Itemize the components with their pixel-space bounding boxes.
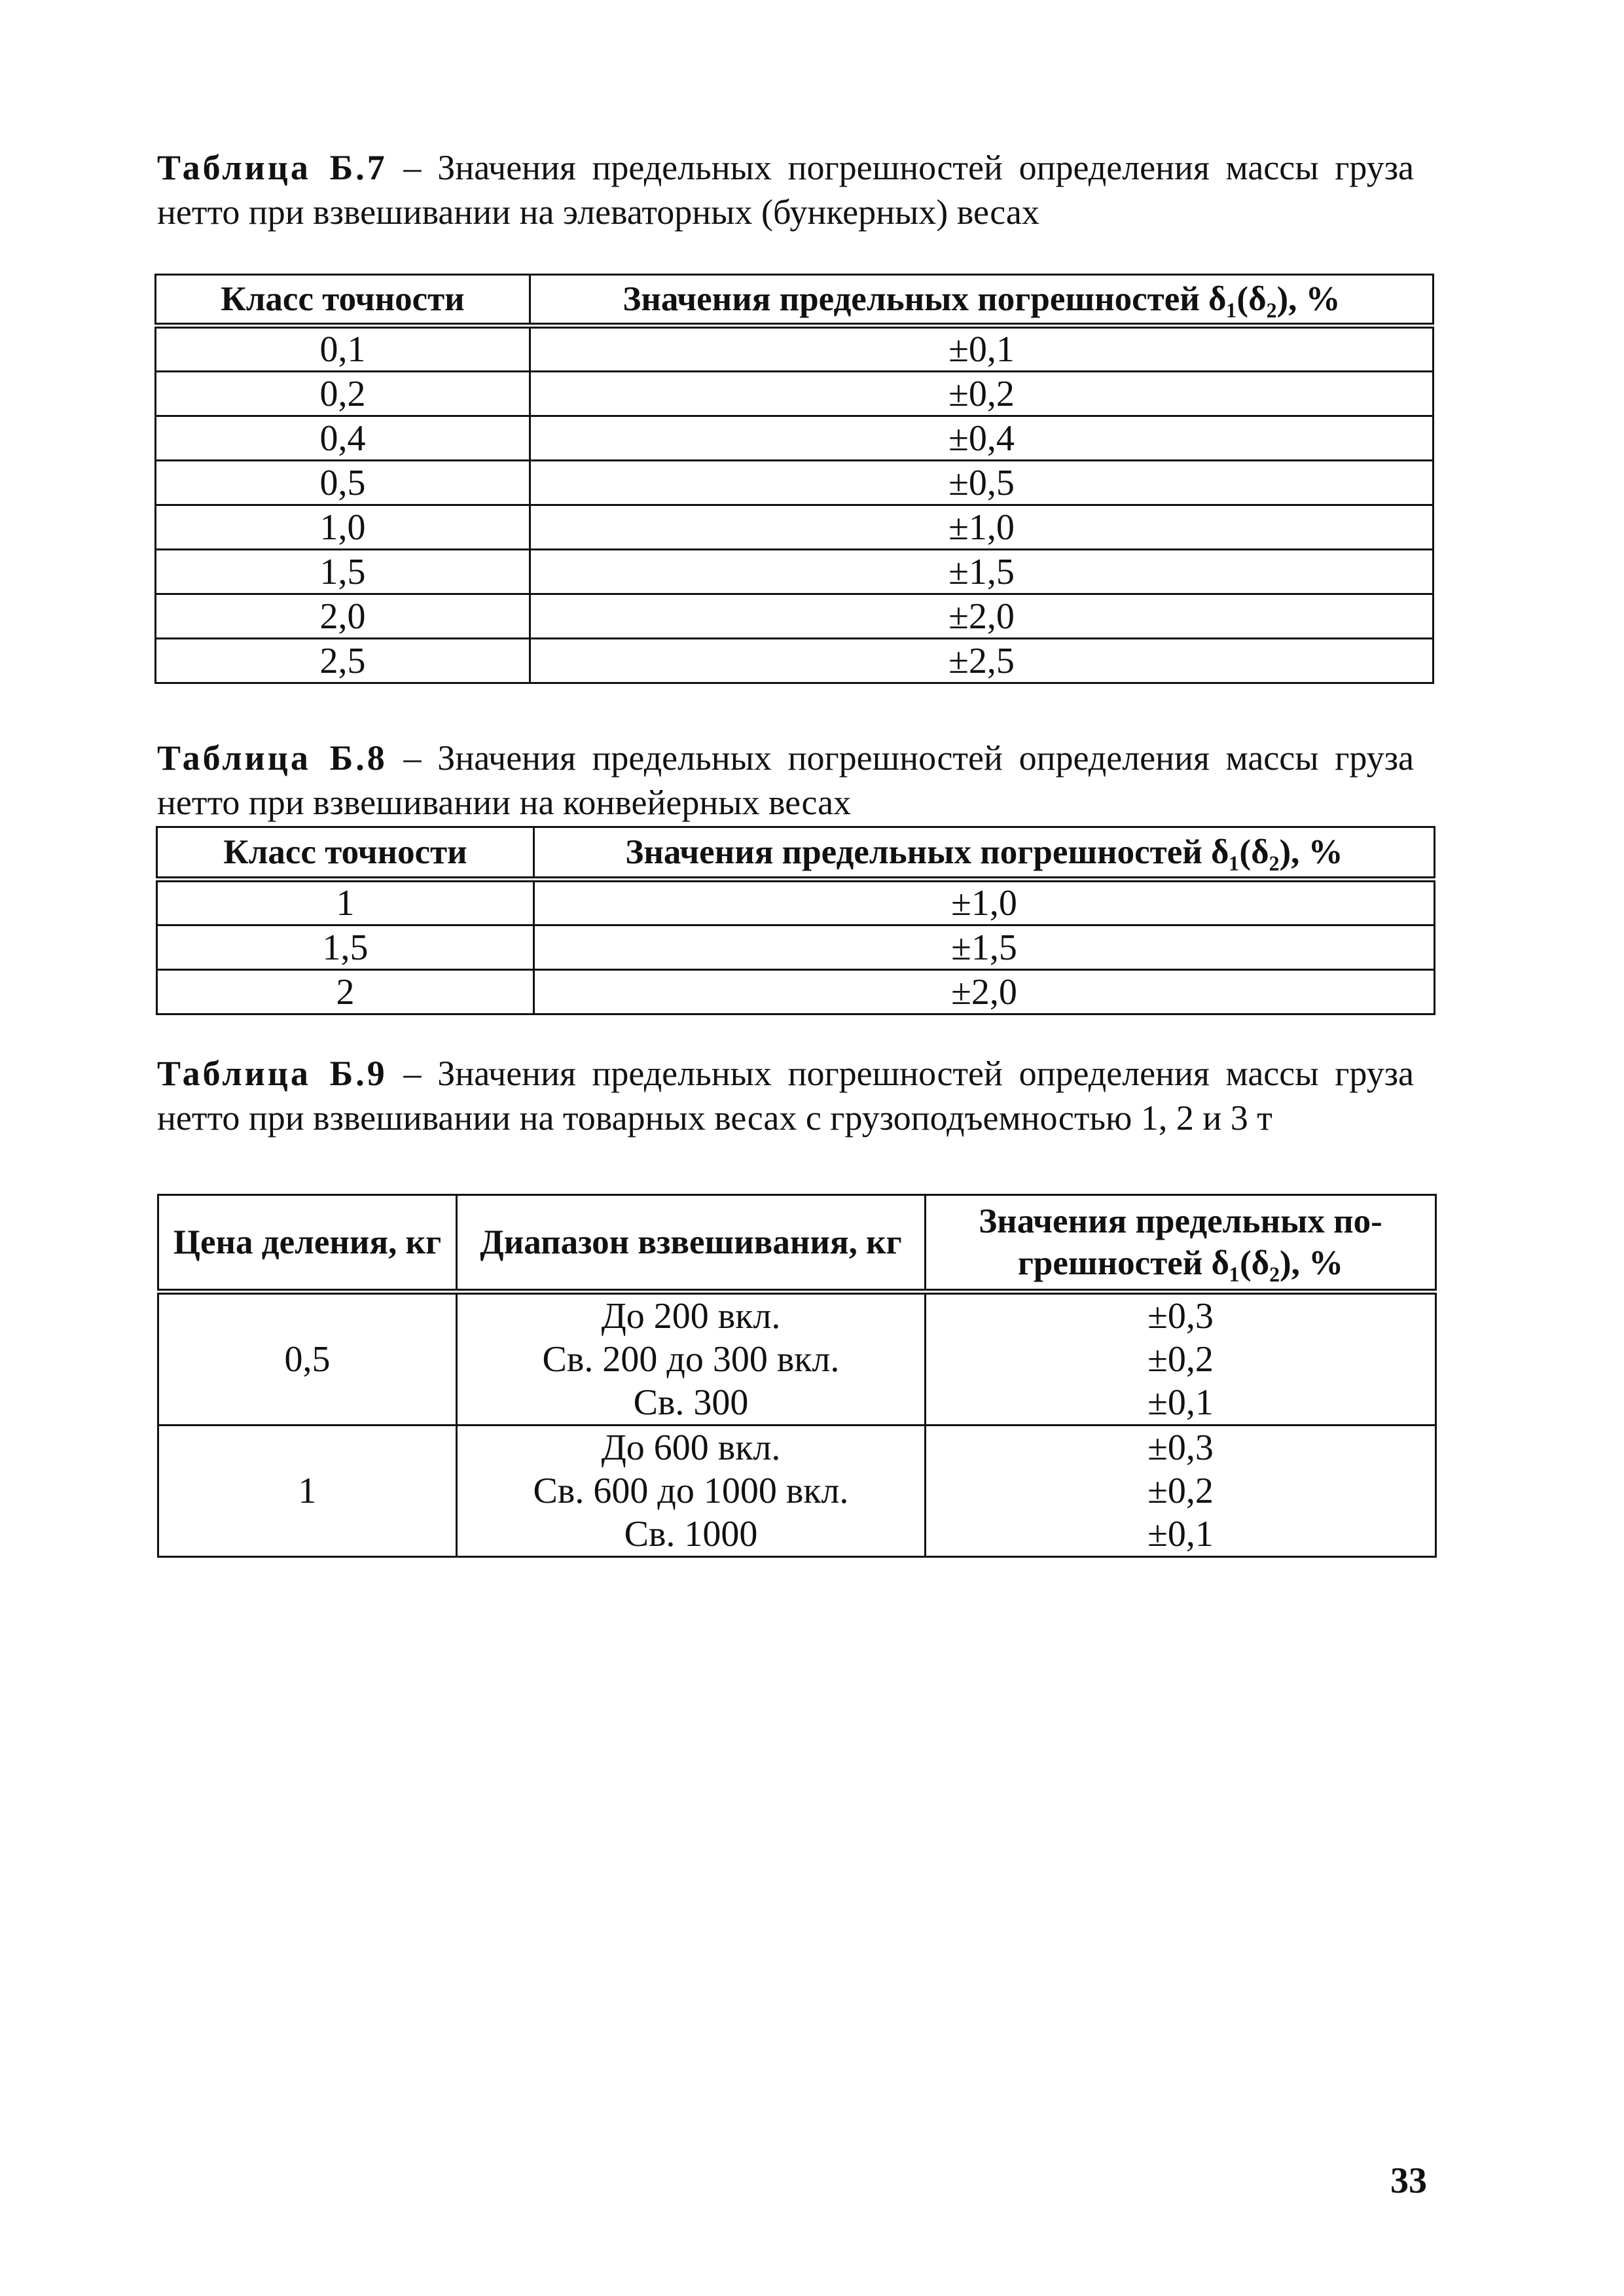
header-error-limits: Значения предельных погрешностей δ₁(δ₂), % xyxy=(530,275,1434,326)
table-row xyxy=(158,1292,1436,1426)
cell-errors xyxy=(926,1292,1436,1426)
header-accuracy-class: Класс точности xyxy=(156,275,530,326)
error-item: ±0,3 xyxy=(1147,1296,1214,1336)
range-item: Св. 600 до 1000 вкл. xyxy=(533,1471,849,1511)
table-b7-label: Таблица Б.7 xyxy=(157,148,388,187)
cell-error: ±1,0 xyxy=(530,505,1434,550)
cell-class: 0,1 xyxy=(156,326,530,372)
range-item: До 200 вкл. xyxy=(601,1296,781,1336)
range-item: Св. 300 xyxy=(633,1382,749,1423)
cell-error: ±0,1 xyxy=(530,326,1434,372)
cell-class: 2,5 xyxy=(156,639,530,683)
header-accuracy-class: Класс точности xyxy=(157,827,534,880)
table-row xyxy=(156,639,1434,683)
error-item: ±0,2 xyxy=(1147,1339,1214,1380)
table-b8-title: – Значения предельных погрешностей определения массы груза нетто при взвешивании на конвейерных весах xyxy=(157,738,1414,822)
cell-class: 2,0 xyxy=(156,594,530,639)
table-row xyxy=(156,416,1434,461)
table-header-row xyxy=(158,1195,1436,1292)
cell-error: ±1,5 xyxy=(534,925,1435,970)
cell-error: ±2,0 xyxy=(530,594,1434,639)
cell-error: ±2,0 xyxy=(534,970,1435,1014)
cell-class: 2 xyxy=(157,970,534,1014)
table-header-row xyxy=(157,827,1435,880)
table-b9-title: – Значения предельных погрешностей определения массы груза нетто при взвешивании на товарных весах с грузоподъемностью 1, 2 и 3 т xyxy=(157,1054,1414,1138)
cell-division: 0,5 xyxy=(158,1292,457,1426)
range-item: До 600 вкл. xyxy=(601,1427,781,1468)
table-b7 xyxy=(154,274,1434,684)
cell-ranges xyxy=(457,1426,926,1557)
table-b9 xyxy=(157,1194,1437,1558)
cell-class: 1,5 xyxy=(156,550,530,594)
table-b8-caption xyxy=(157,736,1414,825)
error-item: ±0,1 xyxy=(1147,1382,1214,1423)
table-b9-caption xyxy=(157,1051,1414,1140)
header-division-value: Цена деления, кг xyxy=(158,1195,457,1292)
table-row xyxy=(156,550,1434,594)
header-weighing-range: Диапазон взвешивания, кг xyxy=(457,1195,926,1292)
range-item: Св. 1000 xyxy=(624,1514,758,1554)
cell-class: 0,2 xyxy=(156,372,530,416)
header-error-limits: Значения предельных погрешностей δ₁(δ₂), % xyxy=(534,827,1435,880)
table-row xyxy=(157,925,1435,970)
table-b7-title: – Значения предельных погрешностей определения массы груза нетто при взвешивании на элеваторных (бункерных) весах xyxy=(157,148,1414,232)
cell-ranges xyxy=(457,1292,926,1426)
cell-errors xyxy=(926,1426,1436,1557)
table-row xyxy=(158,1426,1436,1557)
cell-error: ±0,2 xyxy=(530,372,1434,416)
error-item: ±0,3 xyxy=(1147,1427,1214,1468)
cell-error: ±2,5 xyxy=(530,639,1434,683)
table-b8-label: Таблица Б.8 xyxy=(157,738,388,778)
table-row xyxy=(157,970,1435,1014)
cell-error: ±0,4 xyxy=(530,416,1434,461)
cell-error: ±0,5 xyxy=(530,461,1434,505)
page-number: 33 xyxy=(1390,2161,1427,2201)
table-row xyxy=(156,594,1434,639)
cell-class: 0,5 xyxy=(156,461,530,505)
range-item: Св. 200 до 300 вкл. xyxy=(542,1339,840,1380)
cell-error: ±1,0 xyxy=(534,880,1435,925)
table-row xyxy=(156,326,1434,372)
cell-division: 1 xyxy=(158,1426,457,1557)
table-row xyxy=(156,461,1434,505)
error-item: ±0,1 xyxy=(1147,1514,1214,1554)
cell-class: 0,4 xyxy=(156,416,530,461)
table-b8 xyxy=(156,826,1435,1015)
table-header-row xyxy=(156,275,1434,326)
table-row xyxy=(156,372,1434,416)
cell-class: 1 xyxy=(157,880,534,925)
table-b9-label: Таблица Б.9 xyxy=(157,1054,388,1093)
table-row xyxy=(156,505,1434,550)
cell-class: 1,0 xyxy=(156,505,530,550)
header-error-limits: Значения предельных по-грешностей δ₁(δ₂), % xyxy=(926,1195,1436,1292)
table-row xyxy=(157,880,1435,925)
cell-error: ±1,5 xyxy=(530,550,1434,594)
error-item: ±0,2 xyxy=(1147,1471,1214,1511)
table-b7-caption xyxy=(157,145,1414,234)
cell-class: 1,5 xyxy=(157,925,534,970)
